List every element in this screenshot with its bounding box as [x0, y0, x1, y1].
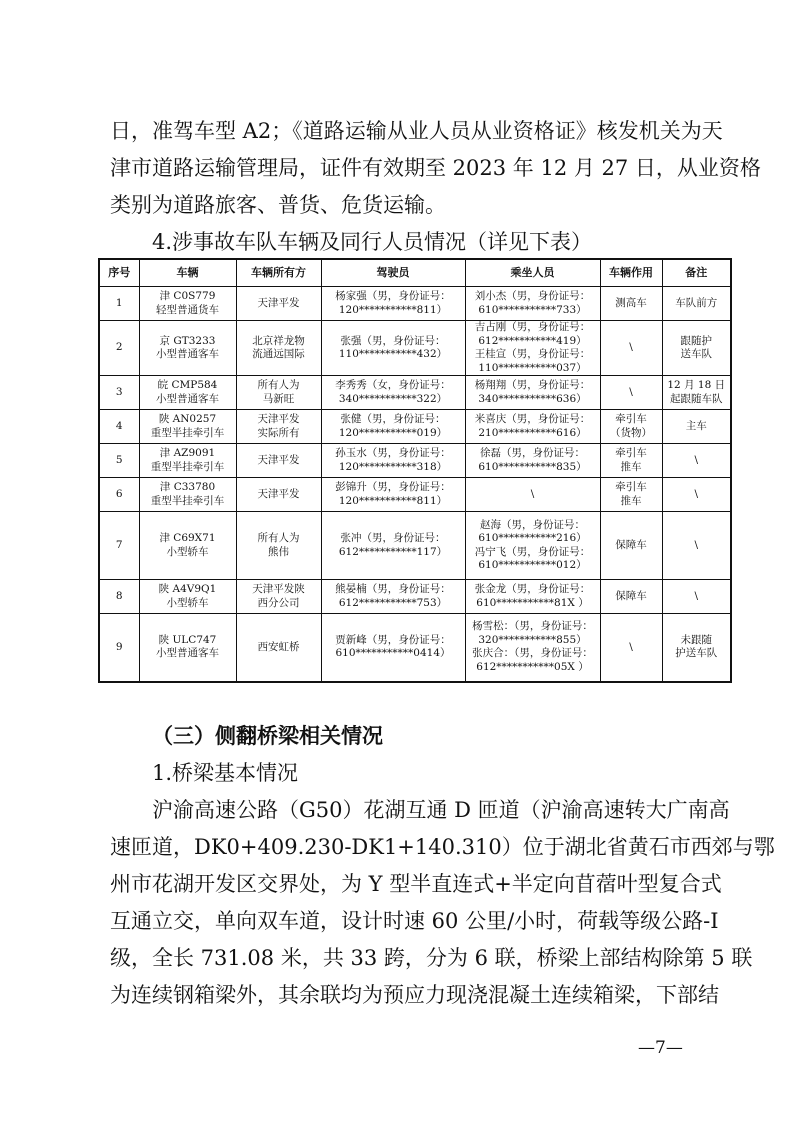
cell-owner [236, 478, 321, 512]
cell-note [662, 410, 731, 444]
cell-line: 陕 A4V9Q1 [158, 583, 217, 595]
table-row [99, 287, 731, 321]
cell-line: 李秀秀（女，身份证号： [335, 379, 451, 391]
vehicle-personnel-table [98, 258, 732, 683]
table-row [99, 410, 731, 444]
cell-line: 吉占刚（男，身份证号： [474, 321, 591, 333]
cell-note [662, 287, 731, 321]
cell-line: 孙玉水（男，身份证号： [335, 447, 451, 459]
cell-line: 马新旺 [262, 392, 295, 405]
cell-line: 彭锦升（男，身份证号： [335, 481, 451, 493]
cell-line: \ [629, 640, 633, 653]
cell-role [600, 321, 662, 376]
cell-line: 牵引车 [615, 481, 647, 493]
cell-line: 牵引车 [615, 413, 647, 425]
cell-line: 西安虹桥 [257, 640, 300, 653]
paragraph-line: 速匝道，DK0+409.230-DK1+140.310）位于湖北省黄石市西郊与鄂 [110, 835, 775, 859]
paragraph-line: 沪渝高速公路（G50）花湖互通 D 匝道（沪渝高速转大广南高 [152, 798, 730, 822]
cell-line: 京 GT3233 [159, 334, 216, 347]
cell-driver [321, 321, 465, 376]
paragraph-line: 互通立交，单向双车道，设计时速 60 公里/小时，荷载等级公路-Ⅰ [110, 909, 719, 933]
cell-driver [321, 444, 465, 478]
cell-line: 贾新峰（男，身份证号： [335, 633, 451, 646]
page-number: —7— [638, 1038, 683, 1058]
cell-no: 4 [99, 410, 139, 444]
top-paragraph [110, 113, 761, 224]
cell-line: 推车 [620, 494, 642, 507]
cell-line: 所有人为 [257, 532, 300, 544]
cell-line: 340***********636） [478, 392, 587, 405]
cell-line: 重型半挂牵引车 [150, 426, 225, 439]
cell-line: 张金龙（男，身份证号： [474, 583, 591, 595]
cell-no: 7 [99, 512, 139, 580]
cell-line: 120***********811） [338, 494, 448, 507]
cell-driver [321, 614, 465, 682]
cell-owner [236, 376, 321, 410]
cell-line: 重型半挂牵引车 [150, 460, 225, 473]
cell-line: 天津平发 [257, 296, 300, 309]
cell-line: 110***********432） [338, 348, 448, 360]
cell-vehicle [139, 410, 236, 444]
cell-driver [321, 478, 465, 512]
cell-line: 轻型普通货车 [156, 303, 219, 316]
paragraph-line: 州市花湖开发区交界处，为 Y 型半直连式+半定向苜蓿叶型复合式 [110, 872, 722, 896]
table-row [99, 321, 731, 376]
cell-passengers [465, 444, 600, 478]
cell-line: 送车队 [680, 348, 712, 360]
cell-line: 保障车 [615, 538, 647, 551]
table-row [99, 376, 731, 410]
cell-line: 天津平发陕 [252, 583, 305, 595]
cell-no: 1 [99, 287, 139, 321]
paragraph-line: 为连续钢箱梁外，其余联均为预应力现浇混凝土连续箱梁，下部结 [110, 983, 719, 1007]
cell-line: \ [694, 538, 699, 551]
cell-no: 9 [99, 614, 139, 682]
cell-line: 王桂宣（男，身份证号： [474, 348, 591, 360]
cell-line: 津 C69X71 [159, 532, 216, 544]
cell-note [662, 376, 731, 410]
cell-line: 重型半挂牵引车 [150, 494, 225, 507]
cell-line: 340***********322） [338, 392, 448, 405]
cell-vehicle [139, 376, 236, 410]
cell-role [600, 478, 662, 512]
cell-line: 所有人为 [257, 379, 300, 391]
cell-line: 津 C33780 [159, 481, 216, 493]
cell-passengers [465, 410, 600, 444]
cell-line: 冯宁飞（男，身份证号： [474, 545, 591, 558]
header-passengers: 乘坐人员 [465, 259, 600, 287]
cell-line: 张健（男，身份证号： [340, 413, 446, 425]
paragraph-line: 类别为道路旅客、普货、危货运输。 [110, 193, 446, 217]
cell-vehicle [139, 512, 236, 580]
cell-line: 120***********019） [338, 426, 448, 439]
cell-vehicle [139, 321, 236, 376]
cell-line: 刘小杰（男，身份证号： [474, 290, 591, 302]
cell-line: 护送车队 [675, 647, 718, 660]
cell-passengers [465, 580, 600, 614]
cell-driver [321, 580, 465, 614]
cell-line: 612***********05X ） [476, 660, 589, 673]
cell-line: 小型轿车 [166, 596, 209, 609]
cell-note [662, 580, 731, 614]
header-vehicle: 车辆 [139, 259, 236, 287]
cell-line: 612***********117） [338, 545, 448, 558]
cell-role [600, 376, 662, 410]
cell-role [600, 614, 662, 682]
cell-passengers [465, 376, 600, 410]
cell-line: 保障车 [615, 589, 647, 602]
cell-line: 210***********616） [478, 426, 587, 439]
cell-line: 杨翔翔（男，身份证号： [474, 379, 591, 391]
cell-line: 612***********419） [478, 334, 587, 347]
cell-line: 610***********216） [478, 532, 587, 544]
table-body [99, 287, 731, 682]
cell-line: 天津平发 [257, 453, 300, 466]
cell-role [600, 512, 662, 580]
cell-line: 小型普通客车 [156, 348, 219, 360]
cell-no: 2 [99, 321, 139, 376]
cell-line: 120***********318） [338, 460, 448, 473]
cell-line: 小型普通客车 [156, 392, 219, 405]
header-note: 备注 [662, 259, 731, 287]
cell-role [600, 410, 662, 444]
cell-line: \ [530, 487, 535, 500]
cell-line: （货物） [610, 426, 652, 439]
cell-line: 110***********037） [478, 361, 587, 374]
cell-line: \ [629, 385, 633, 398]
cell-line: 津 AZ9091 [159, 447, 216, 459]
cell-line: 流通远国际 [252, 348, 305, 360]
cell-role [600, 444, 662, 478]
cell-line: 12 月 18 日 [667, 379, 726, 391]
cell-line: 612***********753） [338, 596, 448, 609]
cell-line: \ [694, 487, 699, 500]
cell-line: 实际所有 [257, 426, 300, 439]
bottom-paragraph [110, 792, 775, 1014]
cell-driver [321, 512, 465, 580]
table-row [99, 478, 731, 512]
header-no: 序号 [99, 259, 139, 287]
cell-owner [236, 512, 321, 580]
cell-line: 杨家强（男，身份证号： [335, 290, 451, 302]
subsection1-heading: 1.桥梁基本情况 [152, 761, 299, 785]
cell-owner [236, 580, 321, 614]
cell-note [662, 478, 731, 512]
cell-line: 天津平发 [257, 487, 300, 500]
cell-line: 610***********733） [478, 303, 587, 316]
cell-line: 测高车 [615, 296, 647, 309]
header-role: 车辆作用 [600, 259, 662, 287]
cell-vehicle [139, 287, 236, 321]
cell-line: 赵海（男，身份证号： [480, 518, 585, 531]
section4-heading: 4.涉事故车队车辆及同行人员情况（详见下表） [152, 230, 593, 254]
cell-vehicle [139, 614, 236, 682]
cell-line: 津 C0S779 [159, 290, 216, 302]
cell-line: \ [629, 341, 633, 354]
cell-note [662, 321, 731, 376]
table-row [99, 444, 731, 478]
cell-line: 熊伟 [268, 545, 289, 558]
cell-line: 张冲（男，身份证号： [340, 532, 446, 544]
cell-vehicle [139, 478, 236, 512]
cell-line: 320***********855） [478, 633, 587, 646]
cell-note [662, 512, 731, 580]
cell-line: 起跟随车队 [670, 392, 723, 405]
cell-driver [321, 287, 465, 321]
cell-passengers [465, 287, 600, 321]
cell-line: 推车 [620, 460, 642, 473]
cell-passengers [465, 512, 600, 580]
cell-no: 8 [99, 580, 139, 614]
cell-line: 天津平发 [257, 413, 300, 425]
cell-passengers [465, 478, 600, 512]
cell-line: 徐磊（男，身份证号： [480, 447, 585, 459]
cell-line: 北京祥龙物 [252, 334, 305, 347]
cell-no: 5 [99, 444, 139, 478]
cell-owner [236, 614, 321, 682]
cell-line: 杨雪松：（男，身份证号： [472, 620, 593, 633]
cell-line: 跟随护 [680, 334, 712, 347]
paragraph-line: 级，全长 731.08 米，共 33 跨，分为 6 联，桥梁上部结构除第 5 联 [110, 946, 753, 970]
table-row [99, 614, 731, 682]
cell-passengers [465, 321, 600, 376]
cell-owner [236, 410, 321, 444]
cell-line: 牵引车 [615, 447, 647, 459]
cell-owner [236, 444, 321, 478]
cell-line: 主车 [685, 419, 707, 432]
table-row [99, 512, 731, 580]
cell-line: \ [694, 453, 699, 466]
cell-line: 610***********81X ） [476, 596, 589, 609]
cell-note [662, 614, 731, 682]
cell-line: 120***********811） [338, 303, 448, 316]
cell-driver [321, 410, 465, 444]
cell-line: 陕 ULC747 [158, 633, 217, 646]
cell-line: 610***********012） [478, 559, 587, 571]
cell-line: 张强（男，身份证号： [340, 334, 446, 347]
cell-line: 小型普通客车 [156, 647, 219, 660]
cell-role [600, 580, 662, 614]
cell-passengers [465, 614, 600, 682]
cell-line: 未跟随 [680, 633, 712, 646]
cell-line: 西分公司 [257, 596, 300, 609]
paragraph-line: 津市道路运输管理局，证件有效期至 2023 年 12 月 27 日，从业资格 [110, 156, 761, 180]
cell-vehicle [139, 444, 236, 478]
cell-line: 皖 CMP584 [157, 379, 218, 391]
cell-line: 车队前方 [675, 296, 718, 309]
cell-line: 陕 AN0257 [158, 413, 217, 425]
header-driver: 驾驶员 [321, 259, 465, 287]
paragraph-line: 日，准驾车型 A2；《道路运输从业人员从业资格证》核发机关为天 [110, 119, 723, 143]
cell-owner [236, 321, 321, 376]
cell-owner [236, 287, 321, 321]
cell-vehicle [139, 580, 236, 614]
table-header-row [99, 259, 731, 287]
cell-no: 6 [99, 478, 139, 512]
cell-no: 3 [99, 376, 139, 410]
cell-note [662, 444, 731, 478]
cell-line: 张庆合：（男，身份证号： [472, 647, 593, 660]
cell-line: 610***********0414） [335, 647, 451, 660]
cell-line: 米喜庆（男，身份证号： [474, 413, 591, 425]
header-owner: 车辆所有方 [236, 259, 321, 287]
cell-role [600, 287, 662, 321]
cell-line: 610***********835） [478, 460, 587, 473]
section3-heading: （三）侧翻桥梁相关情况 [152, 723, 383, 748]
cell-line: 小型轿车 [166, 545, 209, 558]
table-row [99, 580, 731, 614]
cell-driver [321, 376, 465, 410]
cell-line: 熊晏楠（男，身份证号： [335, 583, 451, 595]
cell-line: \ [694, 589, 699, 602]
